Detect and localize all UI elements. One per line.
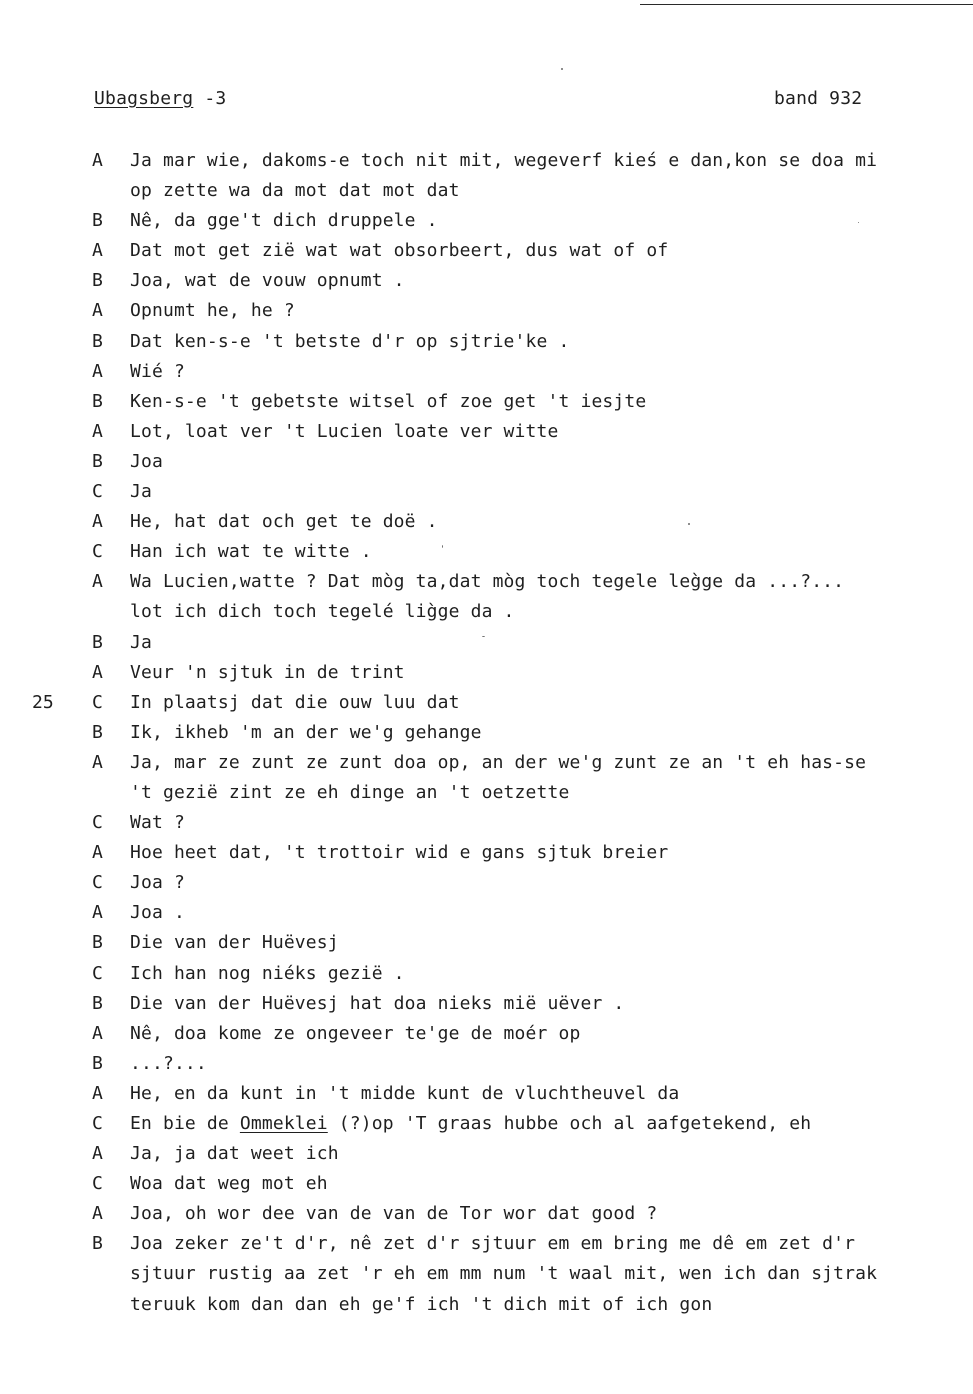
transcript-line bbox=[0, 1111, 973, 1141]
transcript-line bbox=[0, 660, 973, 690]
transcript-line bbox=[0, 750, 973, 780]
utterance-text: Joa . bbox=[130, 902, 185, 924]
utterance-text: Wié ? bbox=[130, 360, 185, 382]
utterance-text: He, en da kunt in 't midde kunt de vluchtheuvel da bbox=[130, 1082, 680, 1104]
utterance-text: Dat mot get zië wat wat obsorbeert, dus wat of of bbox=[130, 240, 669, 262]
speaker-label: B bbox=[92, 992, 103, 1014]
transcript-line bbox=[0, 1292, 973, 1322]
scan-speck bbox=[482, 636, 485, 637]
utterance-text: sjtuur rustig aa zet 'r eh em mm num 't waal mit, wen ich dan sjtrak bbox=[130, 1263, 878, 1285]
utterance-text: Opnumt he, he ? bbox=[130, 300, 295, 322]
underlined-place-name: Ommeklei bbox=[239, 1113, 328, 1134]
transcript-line bbox=[0, 599, 973, 629]
header-place-suffix: -3 bbox=[193, 88, 227, 109]
transcript-line bbox=[0, 509, 973, 539]
utterance-text: Ja mar wie, dakoms-e toch nit mit, wegeverf kieś e dan,kon se doa mi bbox=[130, 150, 878, 171]
speaker-label: A bbox=[92, 751, 103, 773]
speaker-label: C bbox=[92, 1113, 103, 1134]
transcript-line bbox=[0, 178, 973, 208]
speaker-label: C bbox=[92, 962, 103, 984]
transcript-line bbox=[0, 991, 973, 1021]
speaker-label: A bbox=[92, 511, 103, 533]
speaker-label: B bbox=[92, 210, 103, 232]
transcript-line bbox=[0, 329, 973, 359]
utterance-text: Woa dat weg mot eh bbox=[130, 1173, 328, 1195]
utterance-text: Ja, ja dat weet ich bbox=[130, 1143, 339, 1165]
transcript-line bbox=[0, 720, 973, 750]
speaker-label: B bbox=[92, 450, 103, 472]
speaker-label: A bbox=[92, 661, 103, 683]
speaker-label: C bbox=[92, 872, 103, 894]
utterance-text: Joa, wat de vouw opnumt . bbox=[130, 270, 405, 292]
utterance-text: Ik, ikheb 'm an der we'g gehange bbox=[130, 721, 482, 743]
scan-speck bbox=[442, 545, 443, 548]
scan-speck bbox=[858, 222, 859, 223]
transcript-line bbox=[0, 1051, 973, 1081]
utterance-text bbox=[130, 1111, 811, 1137]
utterance-text: Han ich wat te witte . bbox=[130, 541, 372, 563]
transcript-line bbox=[0, 780, 973, 810]
speaker-label: A bbox=[92, 1143, 103, 1165]
utterance-text: Lot, loat ver 't Lucien loate ver witte bbox=[130, 420, 559, 442]
speaker-label: C bbox=[92, 1173, 103, 1195]
scan-speck bbox=[561, 68, 563, 70]
speaker-label: A bbox=[92, 902, 103, 924]
speaker-label: A bbox=[92, 360, 103, 382]
utterance-text: 't gezië zint ze eh dinge an 't oetzette bbox=[130, 781, 570, 803]
utterance-before: En bie de bbox=[130, 1113, 240, 1134]
speaker-label: A bbox=[92, 420, 103, 442]
speaker-label: B bbox=[92, 721, 103, 743]
transcript-line bbox=[0, 1141, 973, 1171]
transcript-line bbox=[0, 1021, 973, 1051]
utterance-text: Die van der Huëvesj bbox=[130, 932, 339, 954]
speaker-label: A bbox=[92, 300, 103, 322]
utterance-text: Joa zeker ze't d'r, nê zet d'r sjtuur em em bring me dê em zet d'r bbox=[130, 1233, 856, 1255]
utterance-text: Veur 'n sjtuk in de trint bbox=[130, 661, 405, 683]
utterance-text: Ja bbox=[130, 631, 152, 653]
transcript-line bbox=[0, 690, 973, 720]
utterance-text: Die van der Huëvesj hat doa nieks mië uëver . bbox=[130, 992, 625, 1014]
header-band: band 932 bbox=[774, 88, 863, 109]
utterance-text: Ja bbox=[130, 481, 152, 503]
utterance-text: Nê, da gge't dich druppele . bbox=[130, 210, 438, 232]
transcript-line bbox=[0, 1231, 973, 1261]
utterance-text: Wa Lucien,watte ? Dat mòg ta,dat mòg toch tegele leg̀ge da ...?... bbox=[130, 571, 845, 593]
transcript-line bbox=[0, 148, 973, 178]
header-place bbox=[94, 88, 226, 109]
utterance-text: op zette wa da mot dat mot dat bbox=[130, 180, 460, 202]
transcript-line bbox=[0, 900, 973, 930]
transcript-line bbox=[0, 870, 973, 900]
speaker-label: B bbox=[92, 390, 103, 412]
speaker-label: A bbox=[92, 1082, 103, 1104]
transcript-line bbox=[0, 268, 973, 298]
speaker-label: A bbox=[92, 240, 103, 262]
line-number: 25 bbox=[32, 691, 54, 713]
transcript-line bbox=[0, 961, 973, 991]
utterance-text: teruuk kom dan dan eh ge'f ich 't dich mit of ich gon bbox=[130, 1293, 713, 1315]
speaker-label: A bbox=[92, 150, 103, 171]
page-header bbox=[0, 88, 973, 114]
transcript-line bbox=[0, 1171, 973, 1201]
utterance-text: He, hat dat och get te doë . bbox=[130, 511, 438, 533]
transcript-line bbox=[0, 810, 973, 840]
transcript-line bbox=[0, 1201, 973, 1231]
utterance-text: Hoe heet dat, 't trottoir wid e gans sjtuk breier bbox=[130, 842, 669, 864]
transcript-line bbox=[0, 389, 973, 419]
utterance-text: Ich han nog niéks gezië . bbox=[130, 962, 405, 984]
transcript bbox=[0, 148, 973, 1322]
transcript-line bbox=[0, 1261, 973, 1291]
utterance-after: (?)op 'T graas hubbe och al aafgetekend, eh bbox=[327, 1113, 812, 1134]
utterance-text: In plaatsj dat die ouw luu dat bbox=[130, 691, 460, 713]
transcript-line bbox=[0, 840, 973, 870]
transcript-line bbox=[0, 449, 973, 479]
speaker-label: B bbox=[92, 330, 103, 352]
transcript-line bbox=[0, 359, 973, 389]
speaker-label: C bbox=[92, 481, 103, 503]
transcript-line bbox=[0, 569, 973, 599]
top-rule bbox=[640, 4, 973, 5]
speaker-label: B bbox=[92, 1052, 103, 1074]
speaker-label: C bbox=[92, 691, 103, 713]
transcript-line bbox=[0, 1081, 973, 1111]
header-place-name: Ubagsberg bbox=[94, 88, 194, 109]
utterance-text: lot ich dich toch tegelé lig̀ge da . bbox=[130, 601, 515, 623]
speaker-label: A bbox=[92, 571, 103, 593]
transcript-line bbox=[0, 298, 973, 328]
transcript-line bbox=[0, 238, 973, 268]
transcript-line bbox=[0, 479, 973, 509]
speaker-label: B bbox=[92, 631, 103, 653]
utterance-text: Joa bbox=[130, 450, 163, 472]
utterance-text: Dat ken-s-e 't betste d'r op sjtrie'ke . bbox=[130, 330, 570, 352]
speaker-label: A bbox=[92, 842, 103, 864]
speaker-label: C bbox=[92, 812, 103, 834]
utterance-text: Ken-s-e 't gebetste witsel of zoe get 't iesjte bbox=[130, 390, 647, 412]
scan-speck bbox=[688, 523, 690, 525]
utterance-text: Joa ? bbox=[130, 872, 185, 894]
utterance-text: Ja, mar ze zunt ze zunt doa op, an der we'g zunt ze an 't eh has-se bbox=[130, 751, 867, 773]
transcript-line bbox=[0, 930, 973, 960]
utterance-text: ...?... bbox=[130, 1052, 207, 1074]
utterance-text: Wat ? bbox=[130, 812, 185, 834]
speaker-label: B bbox=[92, 270, 103, 292]
transcript-line bbox=[0, 208, 973, 238]
transcript-line bbox=[0, 419, 973, 449]
utterance-text: Joa, oh wor dee van de van de Tor wor dat good ? bbox=[130, 1203, 658, 1225]
speaker-label: B bbox=[92, 1233, 103, 1255]
transcript-line bbox=[0, 630, 973, 660]
speaker-label: B bbox=[92, 932, 103, 954]
speaker-label: A bbox=[92, 1022, 103, 1044]
utterance-text: Nê, doa kome ze ongeveer te'ge de moér op bbox=[130, 1022, 581, 1044]
transcript-line bbox=[0, 539, 973, 569]
speaker-label: C bbox=[92, 541, 103, 563]
speaker-label: A bbox=[92, 1203, 103, 1225]
